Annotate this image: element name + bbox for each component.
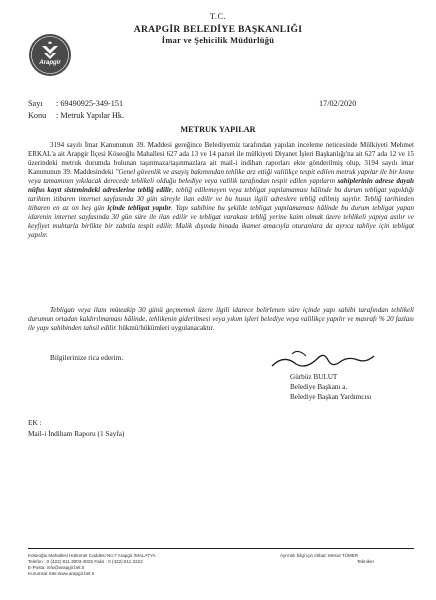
body-text: hükmü/hükümleri uygulanacaktır. — [117, 323, 215, 332]
sayi-value: : 69490925-349-151 — [56, 99, 124, 108]
body-paragraph-1 — [28, 141, 414, 239]
closing-text: Bilgilerinize rica ederim. — [50, 353, 124, 362]
document-title: METRUK YAPILAR — [180, 125, 256, 134]
body-quote: , tebliğ edilemeyen veya tebligat yapılamaması hâlinde bu durum tebligat yapıldığı tarihten itibaren internet sayfasında 30 gün süreyle ilan edilir ve bu husus ilgili adreslere tebliğ edilmiş sayılır. Tebliğ tarihinden itibaren en az on beş gün — [28, 185, 414, 212]
document-date: 17/02/2020 — [319, 99, 357, 108]
body-quote: "Genel güvenlik ve asayiş bakımından tehlike arz ettiği valilikçe tespit edilen metruk yapılar ile bir kısmı veya tamamının yıkılacak derecede tehlikeli olduğu belediye veya valilik tarafından tespit edilen yapıların — [28, 167, 414, 185]
body-quote: . Yapı sahibine bu şekilde tebligat yapılamaması hâlinde bu durum tebligat yapan idarenin internet sayfasında 30 gün süre ile ilan edilir ve tebligat varakası tebliğ yerine kaim olmak üzere tehlikeli yapıya asılır ve keyfiyet muhtarla birlikte bir zabıtla tespit edilir. Malik dışında binada ikamet amacıyla oturanlara da ayrıca tahliye için tebligat yapılır. — [28, 203, 414, 239]
konu-label: Konu — [28, 111, 47, 120]
header-municipality: ARAPGİR BELEDİYE BAŞKANLIĞI — [133, 24, 303, 35]
footer-divider — [28, 548, 414, 549]
signatory-name: Gürbüz BULUT — [290, 373, 338, 381]
attachment-item: Mail-i İndiham Raporu (1 Sayfa) — [28, 429, 125, 438]
footer-email: E-Posta: info@arapgir.bel.tr — [28, 565, 85, 570]
footer-address: Köseoğlu Mahallesi Hükümet Caddesi No:7 Arapgir /MALATYA — [28, 553, 156, 558]
attachment-label: EK : — [28, 418, 42, 427]
footer-contact-info: Ayrıntılı bilgi için irtibat: Mesut TÜMER — [280, 553, 359, 558]
signatory-title-1: Belediye Başkanı a. — [290, 383, 348, 391]
body-quote: Tebligatı veya ilanı müteakip 30 günü geçmemek üzere ilgili idarece belirlenen süre içinde yapı sahibi tarafından tehlikeli durumun ortadan kaldırılmaması hâlinde, tehlikenin giderilmesi veya yıkım işleri belediye veya valilikçe yapılır ve masrafı % 20 fazlası ile yapı sahibinden tahsil edilir. — [28, 306, 414, 332]
municipality-logo-icon — [28, 33, 72, 77]
sayi-label: Sayı — [28, 99, 43, 108]
municipality-logo — [28, 33, 72, 77]
body-emphasis: içinde tebligat yapılır — [107, 203, 172, 212]
signatory-title-2: Belediye Başkan Yardımcısı — [290, 393, 372, 401]
body-emphasis: sahiplerinin adrese dayalı nüfus kayıt sistemindeki adreslerine tebliğ edilir — [28, 176, 414, 194]
header-line-tc: T.C. — [209, 12, 227, 21]
konu-value: : Metruk Yapılar Hk. — [56, 111, 124, 120]
logo-text: Arapgir — [39, 60, 61, 66]
footer-contact-title: Tekniker — [357, 559, 375, 564]
body-text: 3194 sayılı İmar Kanununun 39. Maddesi gereğince Belediyemiz tarafından yapılan inceleme neticesinde Mülkiyeti Mehmet ERKAL'a ait Arapgir İlçesi Köseoğlu Mahallesi 627 ada 13 ve 14 parsel ile mülkiyeti Diyanet İşleri Başkanlığı'na ait 627 ada 12 ve 15 üzerindeki metruk durumda bulunan taşınmaza/taşınmazlara ait mail-i indihan raporları ekte gönderilmiş olup, 3194 sayılı imar Kanununun 39. Maddesindeki — [28, 141, 414, 176]
header-directorate: İmar ve Şehicilik Müdürlüğü — [161, 36, 275, 45]
footer-phone: Telefon : 0 (422) 811 3003-3025 Faks : 0 (422) 811 3222 — [28, 559, 143, 564]
body-paragraph-2 — [28, 306, 414, 333]
footer-website: Kurumsal Site:www.arapgir.bel.tr — [28, 571, 95, 576]
handwritten-signature — [262, 344, 382, 372]
